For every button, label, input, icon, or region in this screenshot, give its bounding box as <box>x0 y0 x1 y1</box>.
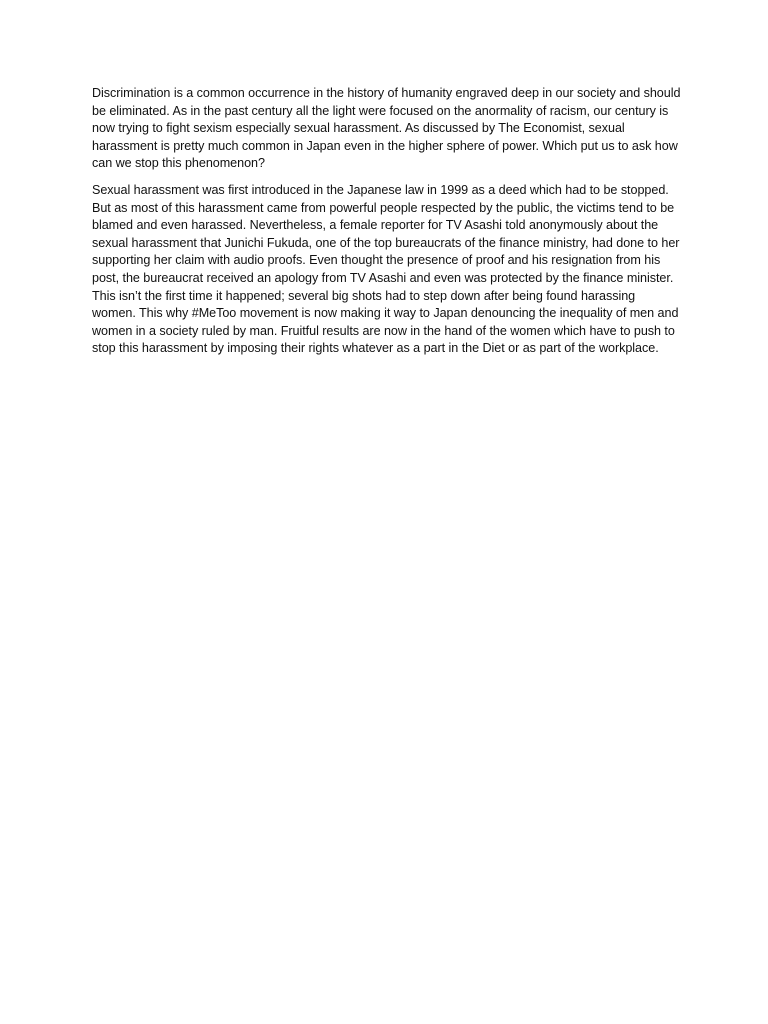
document-body <box>92 85 682 367</box>
paragraph-body: Sexual harassment was first introduced in the Japanese law in 1999 as a deed which had to be stopped. But as most of this harassment came from powerful people respected by the public, the victims tend to be blamed and even harassed. Nevertheless, a female reporter for TV Asashi told anonymously about the sexual harassment that Junichi Fukuda, one of the top bureaucrats of the finance ministry, had done to her supporting her claim with audio proofs. Even thought the presence of proof and his resignation from his post, the bureaucrat received an apology from TV Asashi and even was protected by the finance minister. This isn’t the first time it happened; several big shots had to step down after being found harassing women. This why #MeToo movement is now making it way to Japan denouncing the inequality of men and women in a society ruled by man. Fruitful results are now in the hand of the women which have to push to stop this harassment by imposing their rights whatever as a part in the Diet or as part of the workplace. <box>92 182 680 356</box>
paragraph-intro: Discrimination is a common occurrence in the history of humanity engraved deep in our society and should be eliminated. As in the past century all the light were focused on the anormality of racism, our century is now trying to fight sexism especially sexual harassment. As discussed by The Economist, sexual harassment is pretty much common in Japan even in the higher sphere of power. Which put us to ask how can we stop this phenomenon? <box>92 86 681 171</box>
